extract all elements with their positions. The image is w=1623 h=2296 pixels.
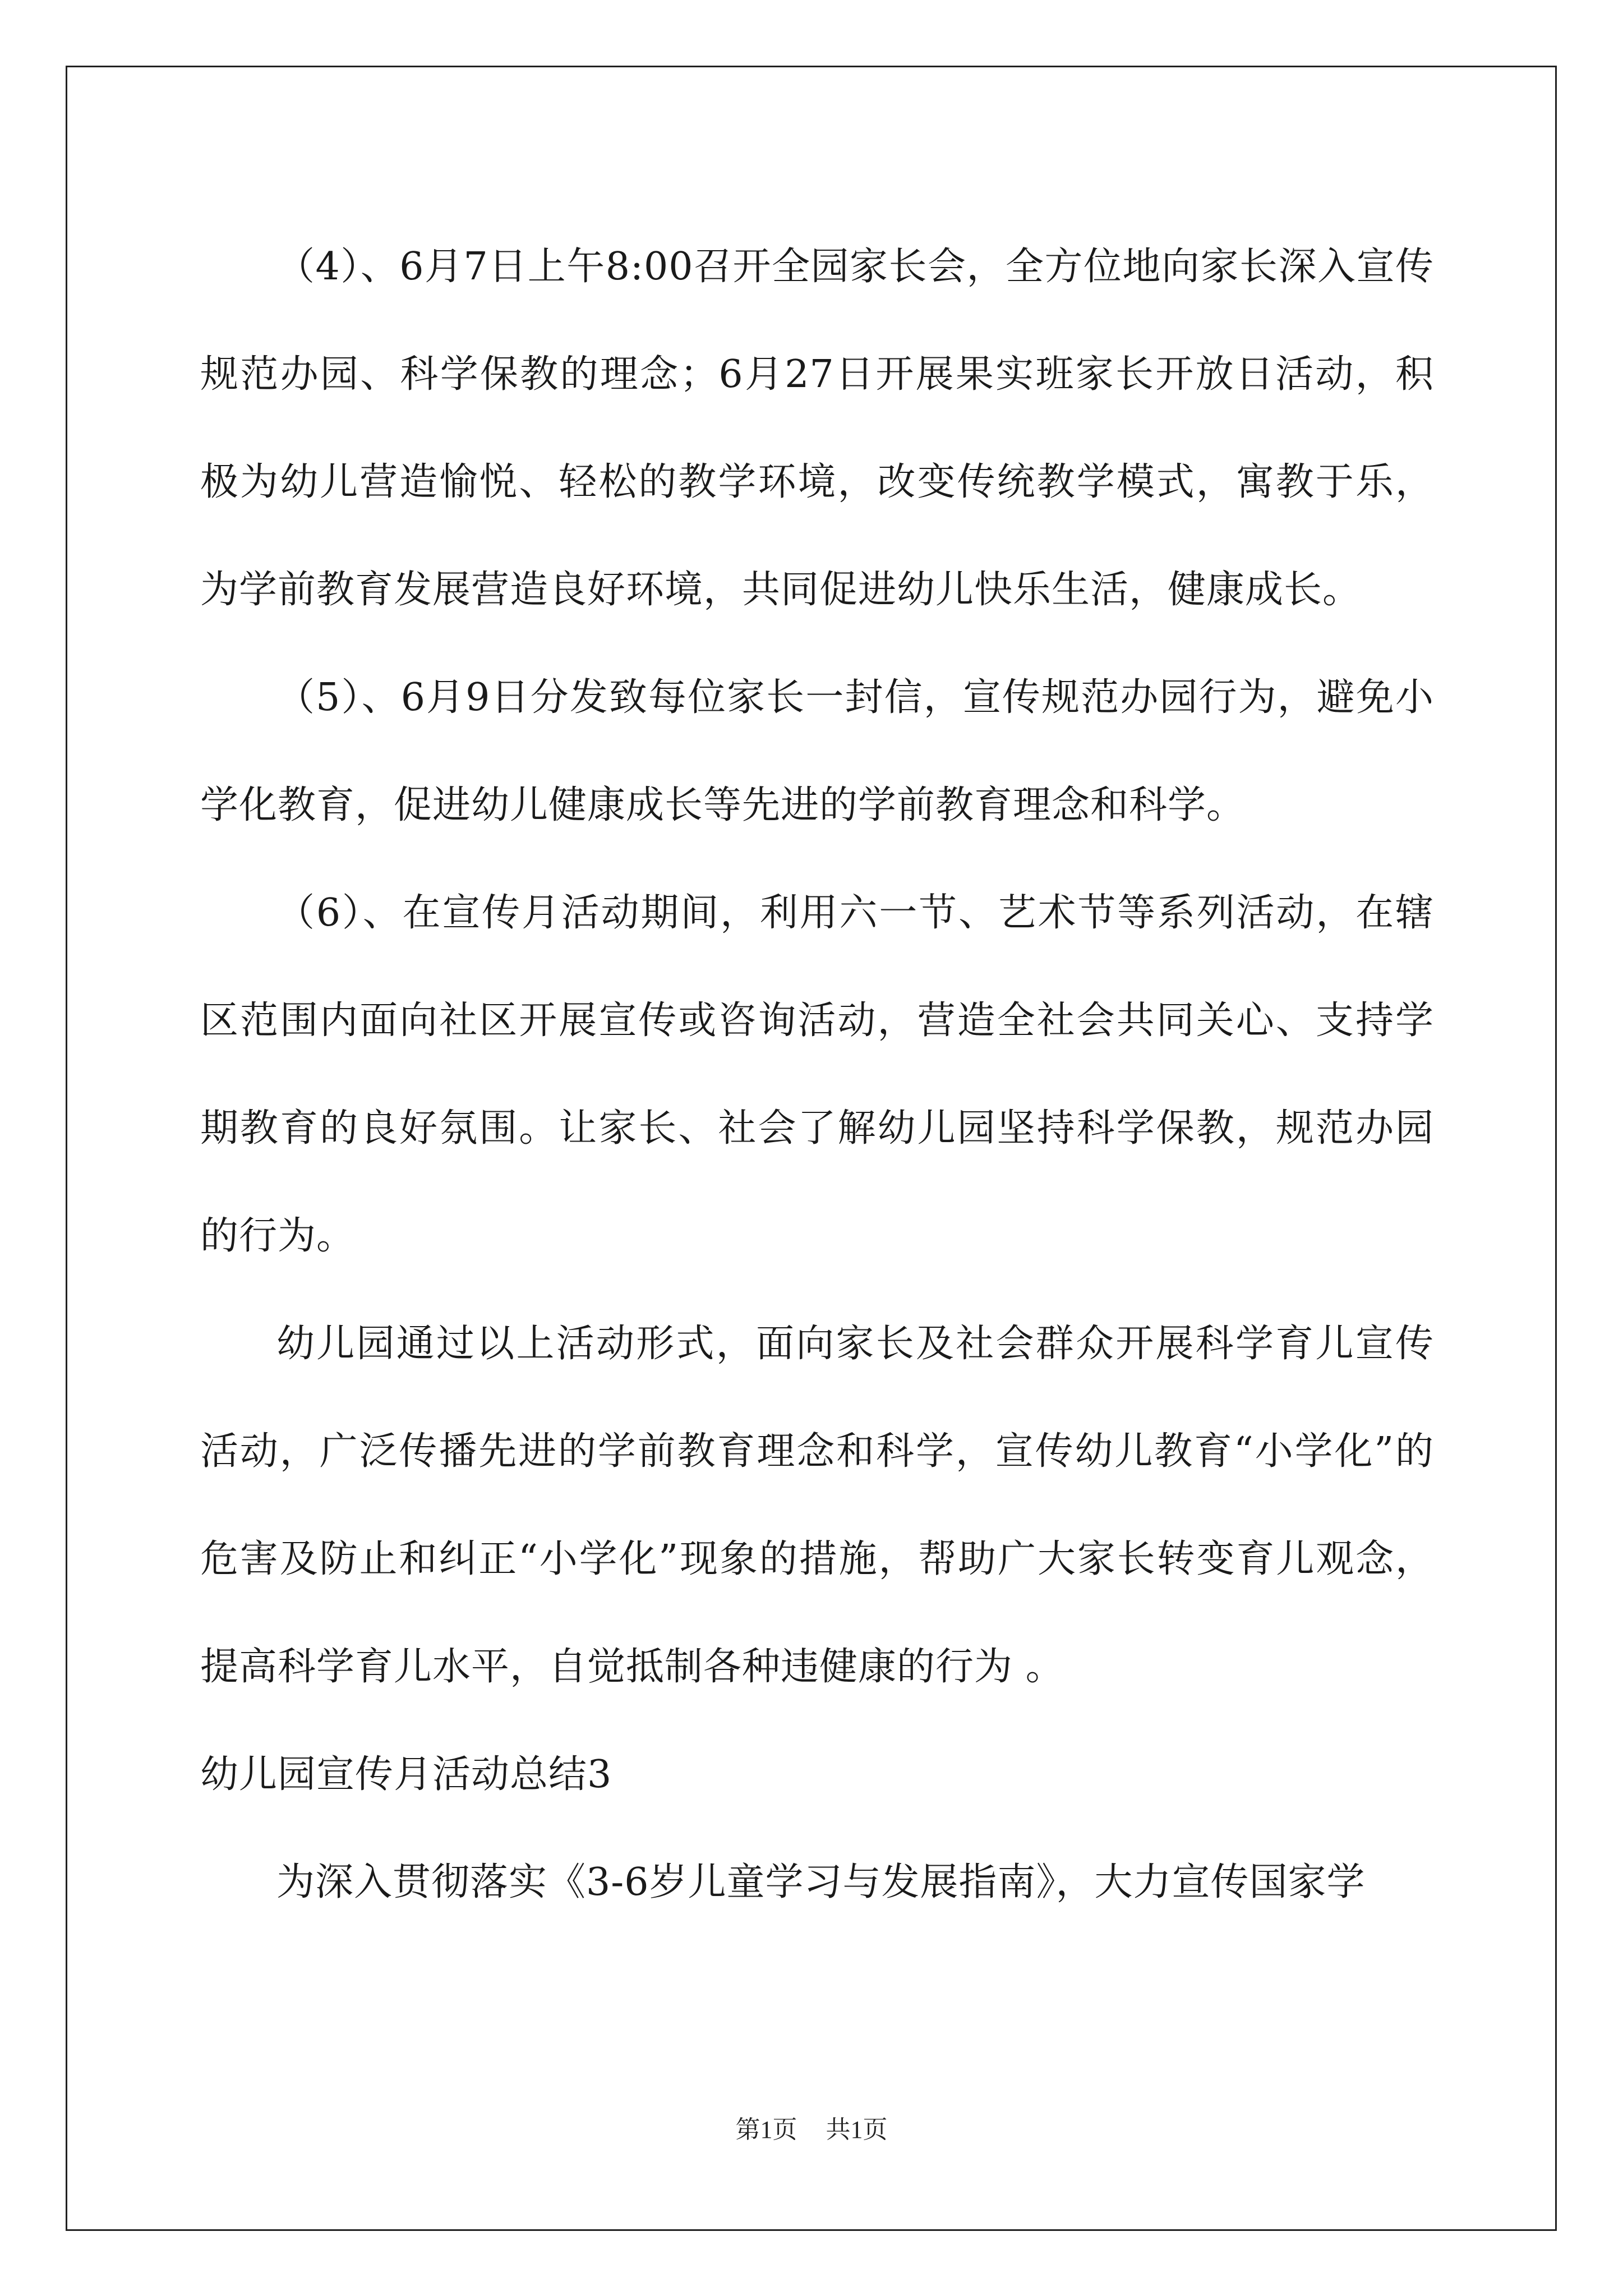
paragraph-summary: 幼儿园通过以上活动形式，面向家长及社会群众开展科学育儿宣传活动，广泛传播先进的学前教育理念和科学，宣传幼儿教育“小学化”的危害及防止和纠正“小学化”现象的措施，帮助广大家长转变育儿观念，提高科学育儿水平，自觉抵制各种违健康的行为 。	[200, 1322, 1434, 1689]
page-total: 共1页	[826, 2116, 888, 2143]
page-number: 第1页	[735, 2116, 797, 2143]
section-heading: 幼儿园宣传月活动总结3	[200, 1752, 612, 1797]
page-footer	[0, 2109, 1623, 2145]
document-body	[200, 213, 1434, 1936]
paragraph-parent-meeting: （4）、6月7日上午8:00召开全园家长会，全方位地向家长深入宣传规范办园、科学保教的理念；6月27日开展果实班家长开放日活动，积极为幼儿营造愉悦、轻松的教学环境，改变传统教学模式，寓教于乐，为学前教育发展营造良好环境，共同促进幼儿快乐生活，健康成长。	[200, 245, 1434, 612]
paragraph-guide-intro: 为深入贯彻落实《3-6岁儿童学习与发展指南》，大力宣传国家学	[276, 1860, 1366, 1904]
paragraph-letter: （5）、6月9日分发致每位家长一封信，宣传规范办园行为，避免小学化教育，促进幼儿健康成长等先进的学前教育理念和科学。	[200, 675, 1434, 827]
paragraph-community-activities: （6）、在宣传月活动期间，利用六一节、艺术节等系列活动，在辖区范围内面向社区开展宣传或咨询活动，营造全社会共同关心、支持学期教育的良好氛围。让家长、社会了解幼儿园坚持科学保教，规范办园的行为。	[200, 891, 1434, 1258]
